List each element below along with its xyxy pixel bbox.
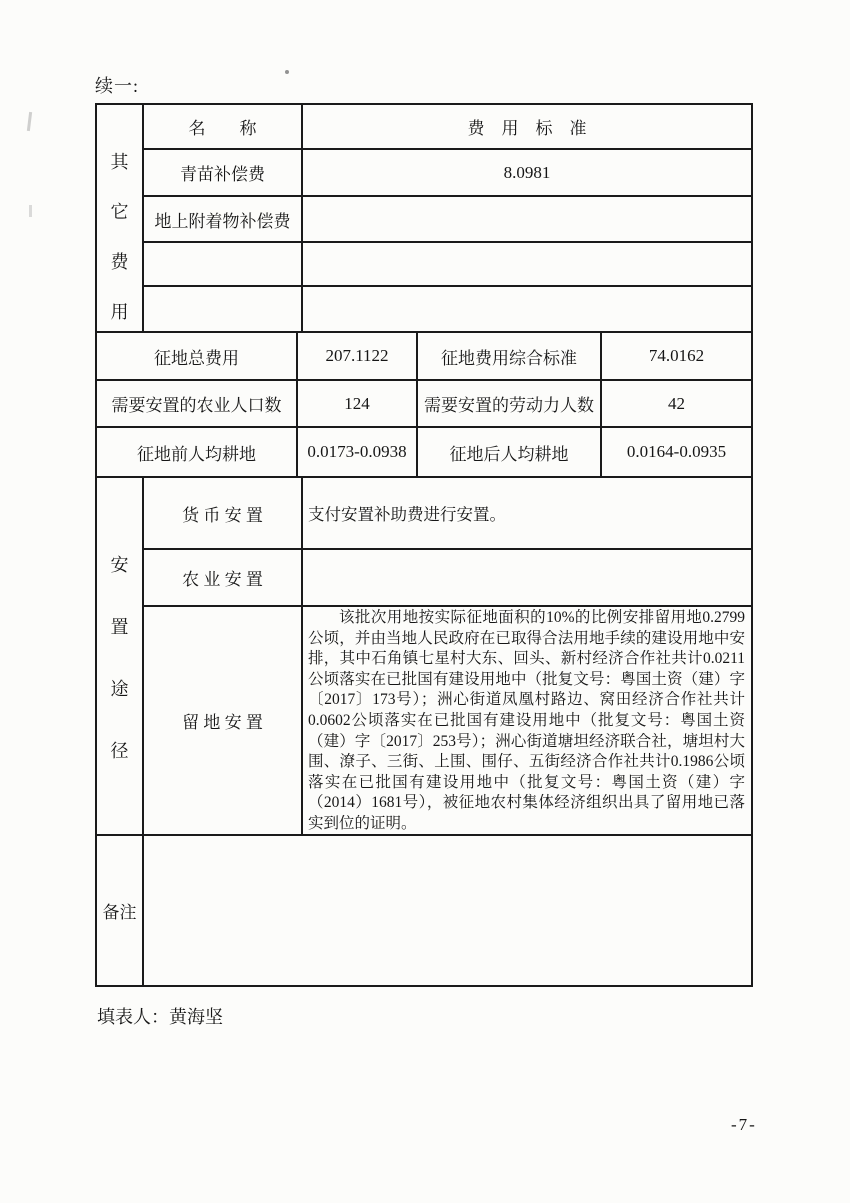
form-filler-line <box>97 1003 223 1029</box>
reserved-land-resettlement-content <box>303 607 751 834</box>
total-cost-label: 征地总费用 <box>97 333 296 379</box>
resettlement-section <box>97 478 751 834</box>
agricultural-resettlement-content <box>303 550 751 605</box>
fee-row-value: 8.0981 <box>303 150 751 195</box>
resettlement-section-label <box>97 478 142 834</box>
farmland-before-value: 0.0173-0.0938 <box>298 428 416 476</box>
monetary-resettlement-label: 货 币 安 置 <box>144 478 301 548</box>
page-number: -7- <box>731 1115 757 1134</box>
resettlement-char-4: 径 <box>110 741 129 761</box>
fee-row-name <box>144 287 301 331</box>
farmland-before-label: 征地前人均耕地 <box>97 428 296 476</box>
total-cost-value: 207.1122 <box>298 333 416 379</box>
other-fees-char-1: 其 <box>110 152 129 172</box>
labor-count-value: 42 <box>602 381 751 426</box>
fee-row-value <box>303 197 751 241</box>
other-fees-char-4: 用 <box>110 302 129 322</box>
other-fees-char-3: 费 <box>110 252 129 272</box>
form-filler-label: 填表人： <box>97 1007 169 1027</box>
header-name: 名 称 <box>144 105 301 148</box>
fee-row-value <box>303 287 751 331</box>
remark-content <box>144 836 751 985</box>
fee-row-name <box>144 243 301 285</box>
resettlement-char-1: 安 <box>110 555 129 575</box>
comprehensive-standard-label: 征地费用综合标准 <box>418 333 600 379</box>
summary-section <box>97 333 751 476</box>
remark-section <box>97 836 751 985</box>
fee-row-value <box>303 243 751 285</box>
reserved-land-resettlement-label: 留 地 安 置 <box>144 607 301 834</box>
resettlement-char-3: 途 <box>110 679 129 699</box>
reserved-land-paragraph: 该批次用地按实际征地面积的10%的比例安排留用地0.2799公顷，并由当地人民政府在已取得合法用地手续的建设用地中安排，其中石角镇七星村大东、回头、新村经济合作社共计0.0211公顷落实在已批国有建设用地中（批复文号：粤国土资（建）字〔2017〕173号）；洲心街道凤凰村路边、窝田经济合作社共计0.0602公顷落实在已批国有建设用地中（批复文号：粤国土资（建）字〔2017〕253号）；洲心街道塘坦经济联合社，塘坦村大围、潦子、三街、上围、围仔、五街经济合作社共计0.1986公顷落实在已批国有建设用地中（批复文号：粤国土资（建）字（2014）1681号），被征地农村集体经济组织出具了留用地已落实到位的证明。 <box>308 609 745 832</box>
farmland-after-label: 征地后人均耕地 <box>418 428 600 476</box>
scan-speck-dot <box>285 70 289 74</box>
resettlement-char-2: 置 <box>110 617 129 637</box>
header-fee-standard: 费 用 标 准 <box>303 105 751 148</box>
form-filler-name: 黄海坚 <box>169 1007 223 1027</box>
other-fees-char-2: 它 <box>110 202 129 222</box>
fee-row-name: 地上附着物补偿费 <box>144 197 301 241</box>
other-fees-section <box>97 105 751 331</box>
scan-speck-edge-2 <box>29 205 32 217</box>
agri-population-value: 124 <box>298 381 416 426</box>
land-expropriation-table <box>95 103 753 987</box>
scan-speck-edge-1 <box>27 112 32 131</box>
labor-count-label: 需要安置的劳动力人数 <box>418 381 600 426</box>
continuation-label: 续一: <box>95 76 140 96</box>
agri-population-label: 需要安置的农业人口数 <box>97 381 296 426</box>
fee-row-name: 青苗补偿费 <box>144 150 301 195</box>
monetary-resettlement-content: 支付安置补助费进行安置。 <box>303 478 751 548</box>
remark-label: 备注 <box>97 836 142 985</box>
agricultural-resettlement-label: 农 业 安 置 <box>144 550 301 605</box>
farmland-after-value: 0.0164-0.0935 <box>602 428 751 476</box>
comprehensive-standard-value: 74.0162 <box>602 333 751 379</box>
other-fees-section-label <box>97 105 142 331</box>
